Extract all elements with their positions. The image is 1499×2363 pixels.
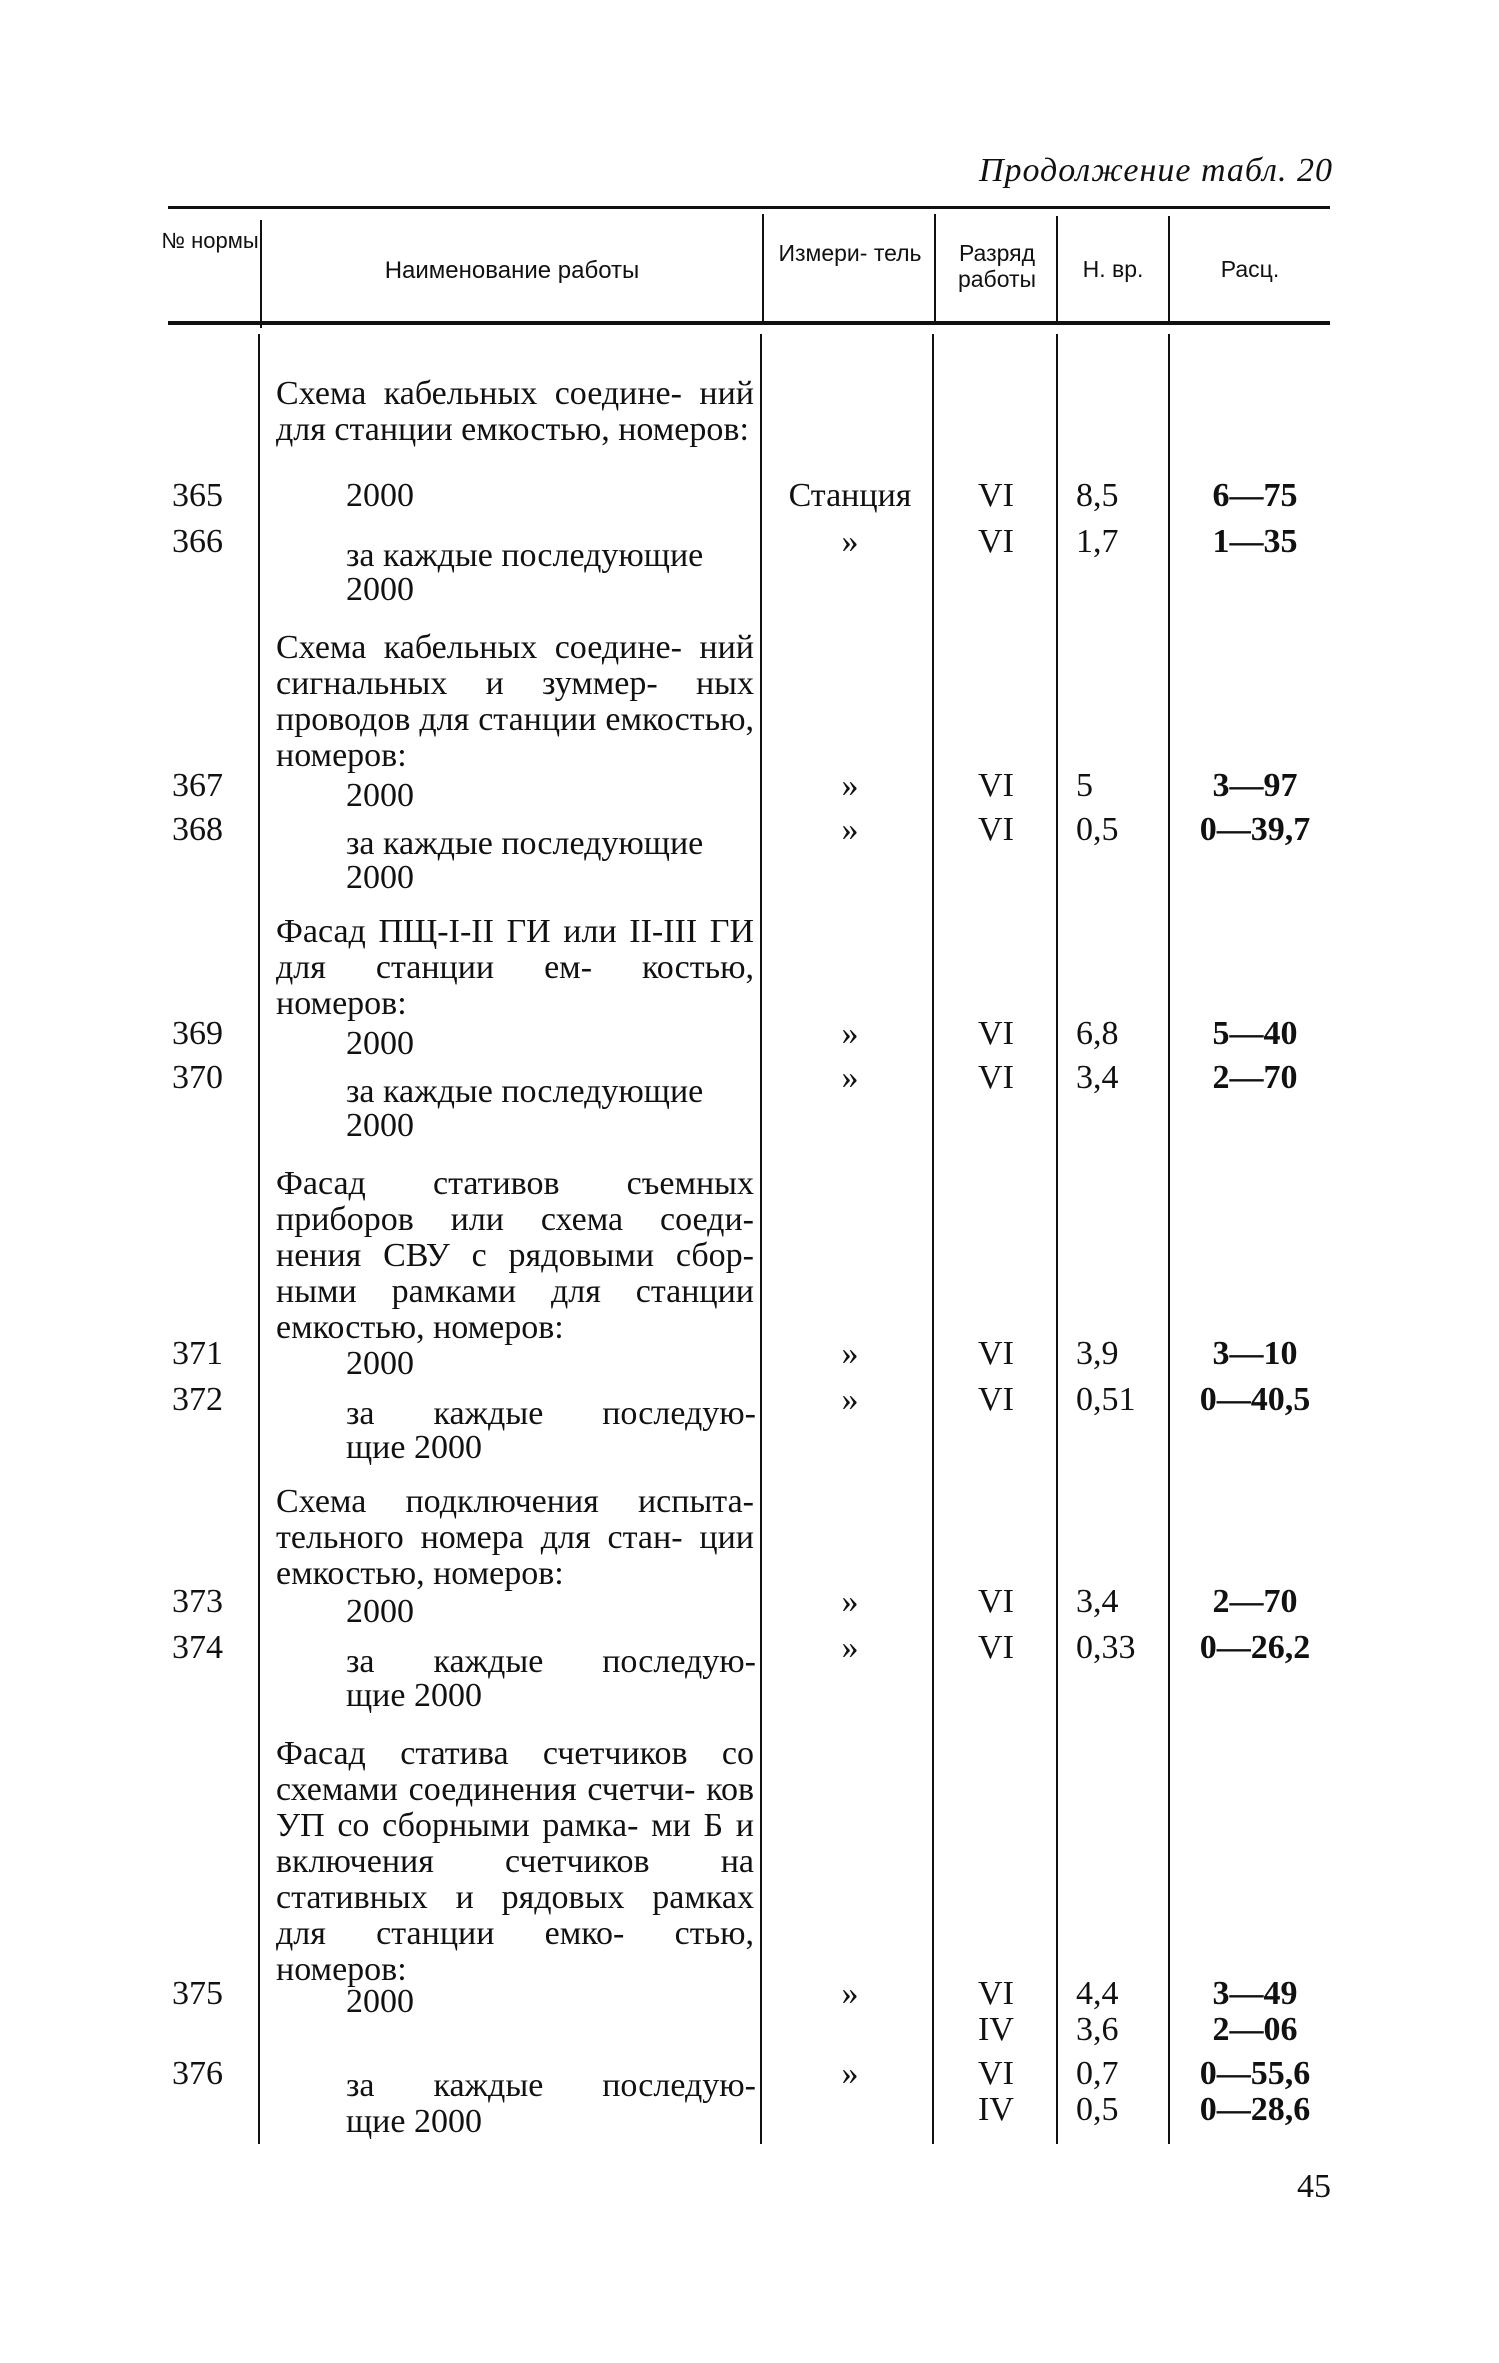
rank: VI: [978, 1629, 1014, 1666]
rate: 0—39,7: [1199, 811, 1311, 848]
table-row: [0, 810, 1499, 862]
section-heading: Схема подключения испыта- тельного номера для стан- ции емкостью, номеров:: [276, 1483, 754, 1592]
rate: 3—49: [1212, 1975, 1298, 2012]
time-norm: 0,33: [1076, 1629, 1136, 1666]
section-heading: Фасад стативов съемных приборов или схема соеди- нения СВУ с рядовыми сбор- ными рамками для станции емкостью, номеров:: [276, 1165, 754, 1346]
work-name: 2000: [346, 777, 414, 814]
time-norm: 8,5: [1076, 477, 1119, 514]
measure: »: [841, 1629, 859, 1666]
rank: VI: [978, 2055, 1014, 2092]
measure: »: [841, 1335, 859, 1372]
table-row: [0, 1974, 1499, 2020]
rate: 0—55,6: [1199, 2055, 1311, 2092]
rate: 5—40: [1212, 1015, 1298, 1052]
table-row-sub: [0, 2010, 1499, 2050]
rank: VI: [978, 477, 1014, 514]
work-name-continued: щие 2000: [346, 1429, 482, 1466]
rate: 1—35: [1212, 523, 1298, 560]
rate: 3—10: [1212, 1335, 1298, 1372]
norm-number: 373: [172, 1583, 223, 1620]
work-name: 2000: [346, 1025, 414, 1062]
col-divider: [760, 334, 762, 2144]
table-row: [0, 522, 1499, 574]
col-divider: [1168, 334, 1170, 2144]
work-name: 2000: [346, 477, 414, 514]
time-norm: 3,6: [1076, 2011, 1119, 2048]
norm-number: 374: [172, 1629, 223, 1666]
norm-number: 370: [172, 1059, 223, 1096]
norm-number: 376: [172, 2055, 223, 2092]
measure: »: [841, 1015, 859, 1052]
work-name: 2000: [346, 1345, 414, 1382]
measure: »: [841, 811, 859, 848]
measure: »: [841, 1583, 859, 1620]
rate: 0—28,6: [1199, 2091, 1311, 2128]
work-name-continued: 2000: [346, 1107, 414, 1144]
rank: VI: [978, 1975, 1014, 2012]
work-name: 2000: [346, 1593, 414, 1630]
table-row: [0, 2054, 1499, 2104]
rate: 6—75: [1212, 477, 1298, 514]
rank: VI: [978, 523, 1014, 560]
work-name: за каждые последующие: [346, 1073, 704, 1110]
section-heading: Схема кабельных соедине- ний для станции емкостью, номеров:: [276, 375, 754, 448]
header-norm-number: № нормы: [161, 228, 259, 253]
header-rate: Расц.: [1220, 256, 1280, 282]
rank: VI: [978, 1335, 1014, 1372]
measure: »: [841, 1059, 859, 1096]
header-measure: Измери- тель: [778, 240, 922, 266]
table-row: [0, 1334, 1499, 1382]
rank: VI: [978, 811, 1014, 848]
table-row: [0, 1628, 1499, 1680]
measure: »: [841, 2055, 859, 2092]
time-norm: 3,4: [1076, 1059, 1119, 1096]
norm-number: 371: [172, 1335, 223, 1372]
norm-number: 365: [172, 477, 223, 514]
time-norm: 0,5: [1076, 2091, 1119, 2128]
rate: 0—40,5: [1199, 1381, 1311, 1418]
header-bottom-rule: [168, 321, 1330, 325]
table-row: [0, 1582, 1499, 1630]
rank: VI: [978, 1059, 1014, 1096]
rate: 2—70: [1212, 1059, 1298, 1096]
section-heading: Схема кабельных соедине- ний сигнальных и зуммер- ных проводов для станции емкостью, номеров:: [276, 629, 754, 774]
rank: VI: [978, 1015, 1014, 1052]
header-rank: Разряд работы: [957, 240, 1037, 292]
rank: VI: [978, 767, 1014, 804]
time-norm: 6,8: [1076, 1015, 1119, 1052]
col-divider: [258, 334, 260, 2144]
time-norm: 3,9: [1076, 1335, 1119, 1372]
time-norm: 0,5: [1076, 811, 1119, 848]
table-row: [0, 766, 1499, 814]
measure: »: [841, 1975, 859, 2012]
measure: Станция: [788, 477, 912, 514]
col-divider: [1056, 334, 1058, 2144]
norm-number: 375: [172, 1975, 223, 2012]
rank: IV: [978, 2091, 1014, 2128]
rank: VI: [978, 1381, 1014, 1418]
norm-number: 368: [172, 811, 223, 848]
norm-number: 372: [172, 1381, 223, 1418]
time-norm: 5: [1076, 767, 1093, 804]
measure: »: [841, 1381, 859, 1418]
measure: »: [841, 523, 859, 560]
col-divider: [932, 334, 934, 2144]
work-name-continued: щие 2000: [346, 1677, 482, 1714]
work-name: за каждые последующие: [346, 825, 704, 862]
header-time-norm: Н. вр.: [1082, 256, 1144, 282]
time-norm: 1,7: [1076, 523, 1119, 560]
rate: 2—06: [1212, 2011, 1298, 2048]
norm-number: 366: [172, 523, 223, 560]
measure: »: [841, 767, 859, 804]
header-top-rule: [168, 206, 1330, 209]
work-name-continued: щие 2000: [346, 2103, 482, 2140]
table-caption: Продолжение табл. 20: [978, 152, 1333, 189]
col-divider: [762, 214, 764, 322]
rate: 0—26,2: [1199, 1629, 1311, 1666]
work-name: 2000: [346, 1983, 414, 2020]
table-row: [0, 1014, 1499, 1062]
work-name-continued: 2000: [346, 571, 414, 608]
rate: 2—70: [1212, 1583, 1298, 1620]
header-work-name: Наименование работы: [384, 257, 640, 284]
rate: 3—97: [1212, 767, 1298, 804]
time-norm: 0,51: [1076, 1381, 1136, 1418]
time-norm: 3,4: [1076, 1583, 1119, 1620]
rank: IV: [978, 2011, 1014, 2048]
page-number: 45: [1297, 2168, 1331, 2205]
time-norm: 4,4: [1076, 1975, 1119, 2012]
work-name: за каждые последую-: [346, 1643, 756, 1680]
table-row: [0, 1380, 1499, 1432]
work-name: за каждые последую-: [346, 2067, 756, 2104]
section-heading: Фасад ПЩ-I-II ГИ или II-III ГИ для станции ем- костью, номеров:: [276, 913, 754, 1022]
section-heading: Фасад статива счетчиков со схемами соединения счетчи- ков УП со сборными рамка- ми Б и включения счетчиков на стативных и рядовых рамках для станции емко- стью, номеров:: [276, 1735, 754, 1988]
time-norm: 0,7: [1076, 2055, 1119, 2092]
norm-number: 367: [172, 767, 223, 804]
work-name-continued: 2000: [346, 859, 414, 896]
norm-number: 369: [172, 1015, 223, 1052]
rank: VI: [978, 1583, 1014, 1620]
table-row: [0, 476, 1499, 516]
work-name: за каждые последующие: [346, 537, 704, 574]
work-name: за каждые последую-: [346, 1395, 756, 1432]
table-row: [0, 1058, 1499, 1110]
